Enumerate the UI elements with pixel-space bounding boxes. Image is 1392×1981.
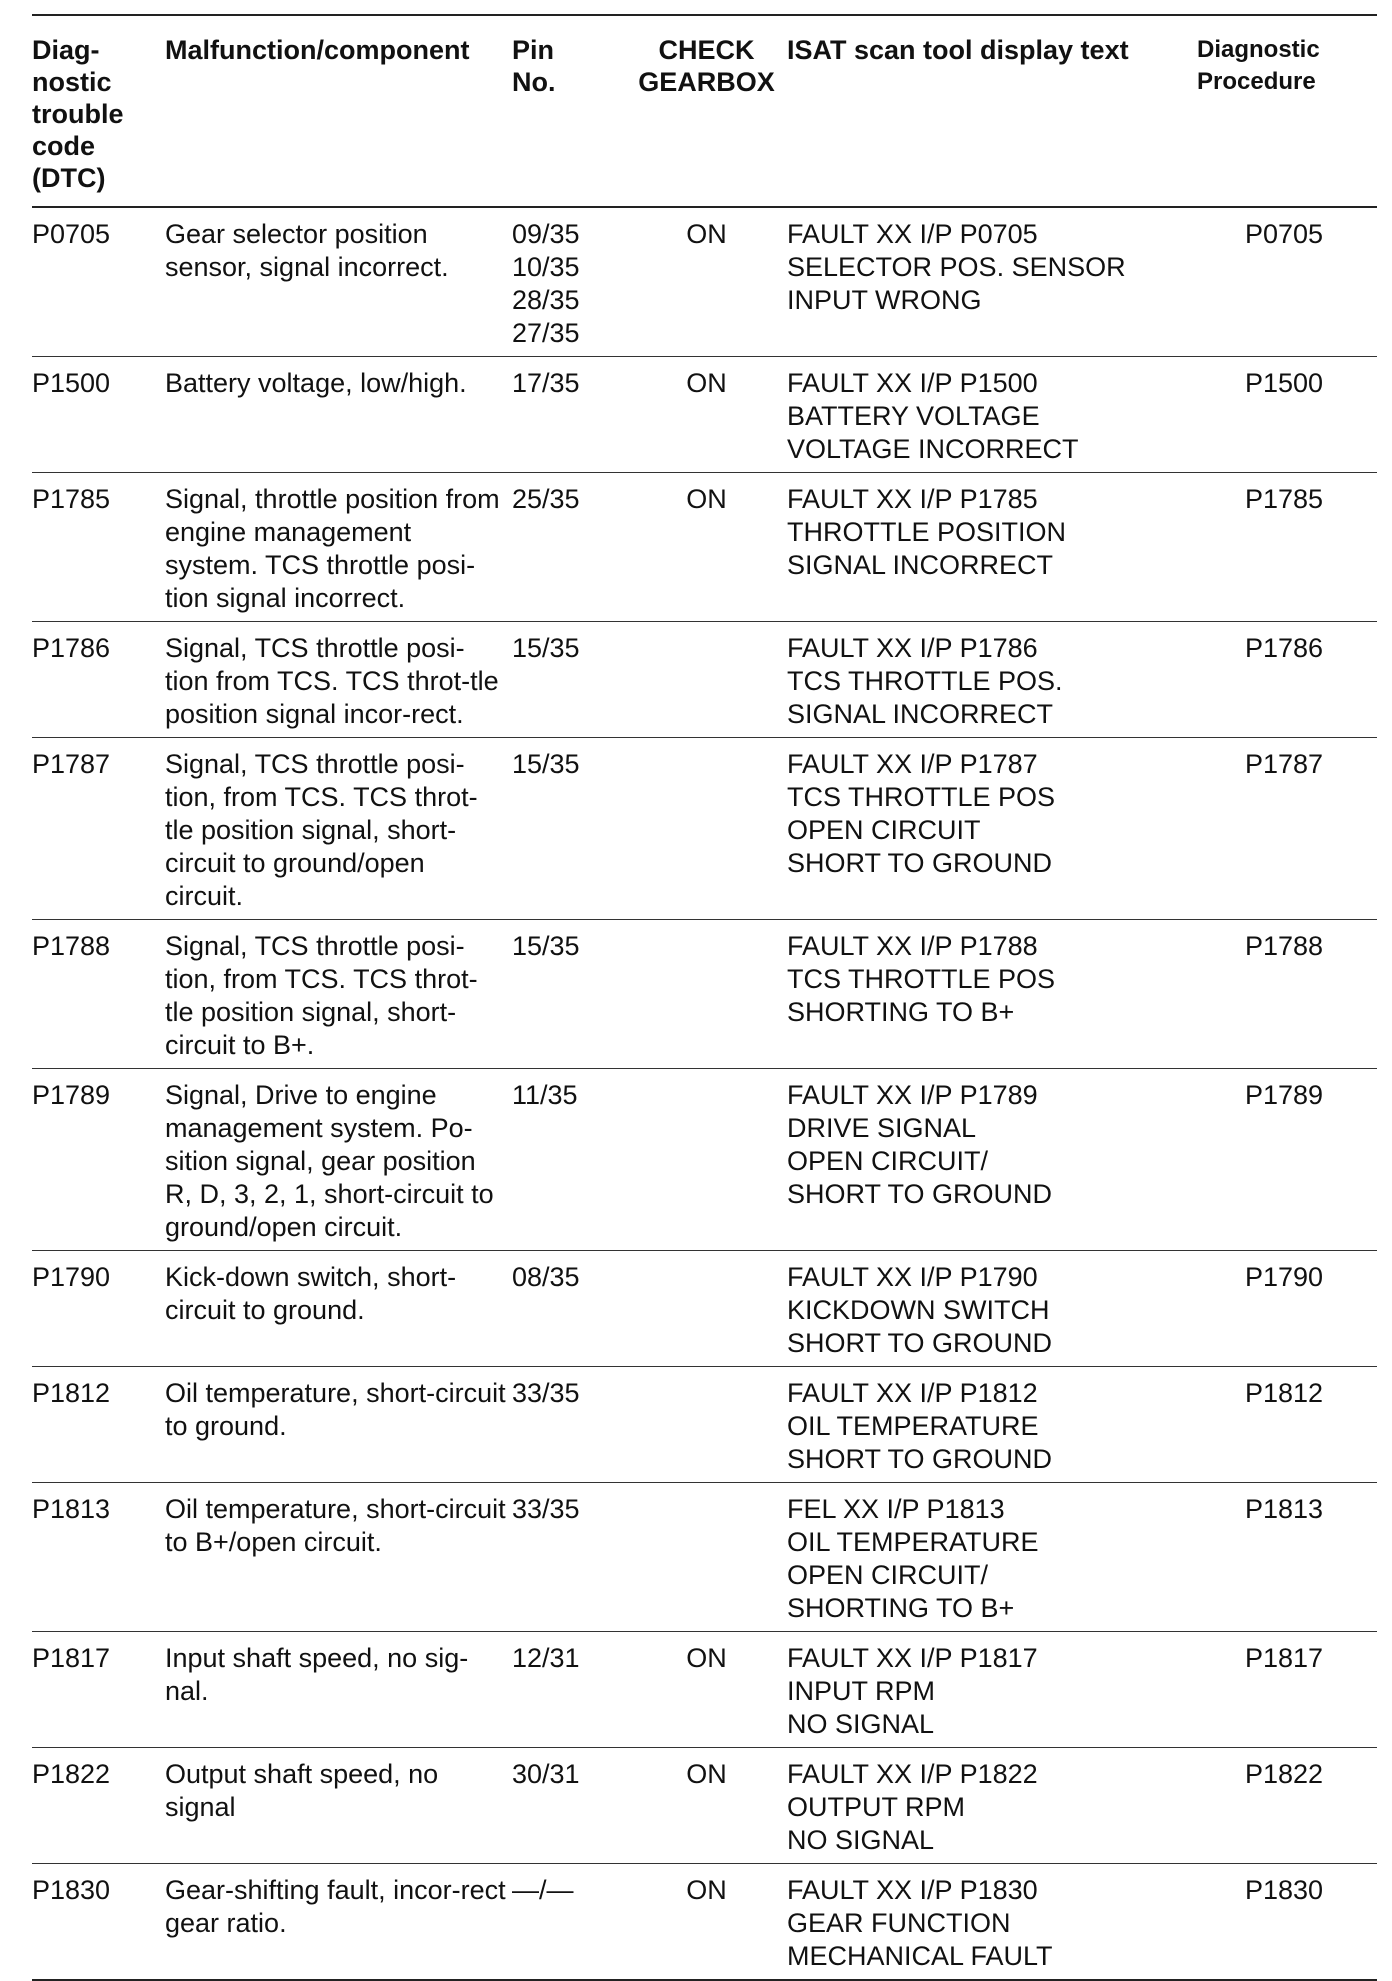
check-gearbox-cell bbox=[632, 1069, 787, 1251]
isat-display-text-cell bbox=[787, 1748, 1197, 1864]
diagnostic-procedure-cell: P1822 bbox=[1197, 1748, 1377, 1864]
text-line: OPEN CIRCUIT bbox=[787, 815, 981, 845]
check-gearbox-cell bbox=[632, 1251, 787, 1367]
text-line: GEARBOX bbox=[638, 67, 775, 97]
isat-display-text-cell bbox=[787, 1483, 1197, 1632]
dtc-code-cell: P1787 bbox=[32, 738, 165, 920]
pin-number-cell bbox=[512, 473, 632, 622]
text-line: 15/35 bbox=[512, 749, 580, 779]
text-line: TCS THROTTLE POS bbox=[787, 964, 1056, 994]
check-gearbox-cell: ON bbox=[632, 473, 787, 622]
isat-display-text-cell bbox=[787, 1069, 1197, 1251]
pin-number-cell bbox=[512, 1069, 632, 1251]
table-row bbox=[32, 357, 1377, 473]
table-row bbox=[32, 738, 1377, 920]
text-line: 15/35 bbox=[512, 633, 580, 663]
dtc-code-cell: P1830 bbox=[32, 1864, 165, 1981]
text-line: code bbox=[32, 131, 96, 161]
header-pin bbox=[512, 15, 632, 207]
check-gearbox-cell: ON bbox=[632, 207, 787, 357]
text-line: KICKDOWN SWITCH bbox=[787, 1295, 1050, 1325]
text-line: INPUT WRONG bbox=[787, 285, 982, 315]
text-line: 28/35 bbox=[512, 285, 580, 315]
text-line: FAULT XX I/P P1787 bbox=[787, 749, 1038, 779]
malfunction-component-cell: Signal, TCS throttle posi-tion, from TCS. TCS throt-tle position signal, short-circuit to ground/open circuit. bbox=[165, 738, 512, 920]
text-line: GEAR FUNCTION bbox=[787, 1908, 1011, 1938]
isat-display-text-cell bbox=[787, 738, 1197, 920]
pin-number-cell bbox=[512, 1483, 632, 1632]
dtc-code-cell: P1822 bbox=[32, 1748, 165, 1864]
text-line: 08/35 bbox=[512, 1262, 580, 1292]
header-isat-text: ISAT scan tool display text bbox=[787, 15, 1197, 207]
malfunction-component-cell: Oil temperature, short-circuit to B+/open circuit. bbox=[165, 1483, 512, 1632]
dtc-code-cell: P1786 bbox=[32, 622, 165, 738]
malfunction-component-cell: Gear-shifting fault, incor-rect gear ratio. bbox=[165, 1864, 512, 1981]
isat-display-text-cell bbox=[787, 1632, 1197, 1748]
text-line: Diagnostic bbox=[1197, 36, 1320, 63]
check-gearbox-cell: ON bbox=[632, 357, 787, 473]
dtc-code-cell: P1790 bbox=[32, 1251, 165, 1367]
malfunction-component-cell: Battery voltage, low/high. bbox=[165, 357, 512, 473]
text-line: 17/35 bbox=[512, 368, 580, 398]
text-line: SHORT TO GROUND bbox=[787, 1328, 1053, 1358]
text-line: nostic bbox=[32, 67, 112, 97]
pin-number-cell bbox=[512, 738, 632, 920]
table-row bbox=[32, 1864, 1377, 1981]
text-line: BATTERY VOLTAGE bbox=[787, 401, 1040, 431]
text-line: CHECK bbox=[658, 35, 755, 65]
text-line: MECHANICAL FAULT bbox=[787, 1941, 1053, 1971]
text-line: 30/31 bbox=[512, 1759, 580, 1789]
text-line: FAULT XX I/P P1790 bbox=[787, 1262, 1038, 1292]
text-line: FEL XX I/P P1813 bbox=[787, 1494, 1005, 1524]
dtc-code-cell: P1817 bbox=[32, 1632, 165, 1748]
diagnostic-procedure-cell: P1813 bbox=[1197, 1483, 1377, 1632]
text-line: SHORT TO GROUND bbox=[787, 1444, 1053, 1474]
text-line: Diag- bbox=[32, 35, 100, 65]
pin-number-cell bbox=[512, 1748, 632, 1864]
diagnostic-procedure-cell: P0705 bbox=[1197, 207, 1377, 357]
diagnostic-procedure-cell: P1786 bbox=[1197, 622, 1377, 738]
text-line: FAULT XX I/P P0705 bbox=[787, 219, 1038, 249]
text-line: SIGNAL INCORRECT bbox=[787, 550, 1054, 580]
header-dtc bbox=[32, 15, 165, 207]
isat-display-text-cell bbox=[787, 1864, 1197, 1981]
check-gearbox-cell bbox=[632, 622, 787, 738]
malfunction-component-cell: Input shaft speed, no sig-nal. bbox=[165, 1632, 512, 1748]
isat-display-text-cell bbox=[787, 1251, 1197, 1367]
text-line: 15/35 bbox=[512, 931, 580, 961]
text-line: OPEN CIRCUIT/ bbox=[787, 1146, 989, 1176]
check-gearbox-cell bbox=[632, 1367, 787, 1483]
text-line: FAULT XX I/P P1786 bbox=[787, 633, 1038, 663]
table-row bbox=[32, 1748, 1377, 1864]
text-line: No. bbox=[512, 67, 556, 97]
text-line: 27/35 bbox=[512, 318, 580, 348]
table-row bbox=[32, 1367, 1377, 1483]
text-line: FAULT XX I/P P1830 bbox=[787, 1875, 1038, 1905]
text-line: SHORTING TO B+ bbox=[787, 1593, 1015, 1623]
table-header-row bbox=[32, 15, 1377, 207]
text-line: SHORT TO GROUND bbox=[787, 848, 1053, 878]
pin-number-cell bbox=[512, 1864, 632, 1981]
text-line: 12/31 bbox=[512, 1643, 580, 1673]
text-line: OPEN CIRCUIT/ bbox=[787, 1560, 989, 1590]
table-row bbox=[32, 473, 1377, 622]
diagnostic-procedure-cell: P1789 bbox=[1197, 1069, 1377, 1251]
dtc-code-cell: P1812 bbox=[32, 1367, 165, 1483]
text-line: (DTC) bbox=[32, 163, 106, 193]
pin-number-cell bbox=[512, 920, 632, 1069]
diagnostic-procedure-cell: P1817 bbox=[1197, 1632, 1377, 1748]
malfunction-component-cell: Output shaft speed, no signal bbox=[165, 1748, 512, 1864]
table-row bbox=[32, 622, 1377, 738]
pin-number-cell bbox=[512, 357, 632, 473]
table-row bbox=[32, 1632, 1377, 1748]
text-line: FAULT XX I/P P1500 bbox=[787, 368, 1038, 398]
table-row bbox=[32, 1251, 1377, 1367]
text-line: TCS THROTTLE POS bbox=[787, 782, 1056, 812]
text-line: OIL TEMPERATURE bbox=[787, 1411, 1039, 1441]
malfunction-component-cell: Signal, Drive to engine management system. Po-sition signal, gear position R, D, 3, 2, 1, short-circuit to ground/open circuit. bbox=[165, 1069, 512, 1251]
malfunction-component-cell: Gear selector position sensor, signal incorrect. bbox=[165, 207, 512, 357]
diagnostic-procedure-cell: P1812 bbox=[1197, 1367, 1377, 1483]
text-line: SIGNAL INCORRECT bbox=[787, 699, 1054, 729]
text-line: 10/35 bbox=[512, 252, 580, 282]
diagnostic-procedure-cell: P1790 bbox=[1197, 1251, 1377, 1367]
check-gearbox-cell bbox=[632, 1483, 787, 1632]
dtc-code-cell: P1789 bbox=[32, 1069, 165, 1251]
text-line: FAULT XX I/P P1788 bbox=[787, 931, 1038, 961]
text-line: VOLTAGE INCORRECT bbox=[787, 434, 1079, 464]
isat-display-text-cell bbox=[787, 920, 1197, 1069]
isat-display-text-cell bbox=[787, 473, 1197, 622]
text-line: OIL TEMPERATURE bbox=[787, 1527, 1039, 1557]
text-line: SHORT TO GROUND bbox=[787, 1179, 1053, 1209]
diagnostic-procedure-cell: P1785 bbox=[1197, 473, 1377, 622]
dtc-code-cell: P1500 bbox=[32, 357, 165, 473]
text-line: 09/35 bbox=[512, 219, 580, 249]
header-check-gearbox bbox=[632, 15, 787, 207]
dtc-code-cell: P1785 bbox=[32, 473, 165, 622]
text-line: FAULT XX I/P P1789 bbox=[787, 1080, 1038, 1110]
text-line: FAULT XX I/P P1812 bbox=[787, 1378, 1038, 1408]
check-gearbox-cell bbox=[632, 920, 787, 1069]
header-diagnostic-procedure bbox=[1197, 15, 1377, 207]
text-line: 33/35 bbox=[512, 1494, 580, 1524]
text-line: TCS THROTTLE POS. bbox=[787, 666, 1063, 696]
pin-number-cell bbox=[512, 1367, 632, 1483]
pin-number-cell bbox=[512, 207, 632, 357]
pin-number-cell bbox=[512, 622, 632, 738]
dtc-code-cell: P1813 bbox=[32, 1483, 165, 1632]
text-line: NO SIGNAL bbox=[787, 1825, 935, 1855]
header-component: Malfunction/component bbox=[165, 15, 512, 207]
table-row bbox=[32, 1069, 1377, 1251]
text-line: 33/35 bbox=[512, 1378, 580, 1408]
check-gearbox-cell bbox=[632, 738, 787, 920]
dtc-page bbox=[32, 14, 1377, 1981]
pin-number-cell bbox=[512, 1632, 632, 1748]
text-line: NO SIGNAL bbox=[787, 1709, 935, 1739]
check-gearbox-cell: ON bbox=[632, 1748, 787, 1864]
text-line: DRIVE SIGNAL bbox=[787, 1113, 977, 1143]
malfunction-component-cell: Oil temperature, short-circuit to ground. bbox=[165, 1367, 512, 1483]
text-line: SHORTING TO B+ bbox=[787, 997, 1015, 1027]
text-line: FAULT XX I/P P1785 bbox=[787, 484, 1038, 514]
diagnostic-procedure-cell: P1830 bbox=[1197, 1864, 1377, 1981]
diagnostic-procedure-cell: P1788 bbox=[1197, 920, 1377, 1069]
text-line: INPUT RPM bbox=[787, 1676, 936, 1706]
malfunction-component-cell: Signal, TCS throttle posi-tion from TCS. TCS throt-tle position signal incor-rect. bbox=[165, 622, 512, 738]
table-body bbox=[32, 207, 1377, 1980]
text-line: trouble bbox=[32, 99, 124, 129]
text-line: OUTPUT RPM bbox=[787, 1792, 966, 1822]
dtc-code-cell: P1788 bbox=[32, 920, 165, 1069]
text-line: Procedure bbox=[1197, 68, 1316, 95]
malfunction-component-cell: Kick-down switch, short-circuit to ground. bbox=[165, 1251, 512, 1367]
malfunction-component-cell: Signal, throttle position from engine management system. TCS throttle posi-tion signal incorrect. bbox=[165, 473, 512, 622]
table-row bbox=[32, 920, 1377, 1069]
table-row bbox=[32, 1483, 1377, 1632]
dtc-table bbox=[32, 14, 1377, 1981]
check-gearbox-cell: ON bbox=[632, 1632, 787, 1748]
text-line: FAULT XX I/P P1822 bbox=[787, 1759, 1038, 1789]
pin-number-cell bbox=[512, 1251, 632, 1367]
text-line: FAULT XX I/P P1817 bbox=[787, 1643, 1038, 1673]
diagnostic-procedure-cell: P1500 bbox=[1197, 357, 1377, 473]
isat-display-text-cell bbox=[787, 357, 1197, 473]
diagnostic-procedure-cell: P1787 bbox=[1197, 738, 1377, 920]
check-gearbox-cell: ON bbox=[632, 1864, 787, 1981]
isat-display-text-cell bbox=[787, 207, 1197, 357]
table-row bbox=[32, 207, 1377, 357]
text-line: —/— bbox=[512, 1875, 574, 1905]
malfunction-component-cell: Signal, TCS throttle posi-tion, from TCS. TCS throt-tle position signal, short-circuit to B+. bbox=[165, 920, 512, 1069]
isat-display-text-cell bbox=[787, 622, 1197, 738]
text-line: 25/35 bbox=[512, 484, 580, 514]
text-line: THROTTLE POSITION bbox=[787, 517, 1067, 547]
text-line: 11/35 bbox=[512, 1080, 578, 1110]
text-line: SELECTOR POS. SENSOR bbox=[787, 252, 1126, 282]
isat-display-text-cell bbox=[787, 1367, 1197, 1483]
text-line: Pin bbox=[512, 35, 555, 65]
dtc-code-cell: P0705 bbox=[32, 207, 165, 357]
